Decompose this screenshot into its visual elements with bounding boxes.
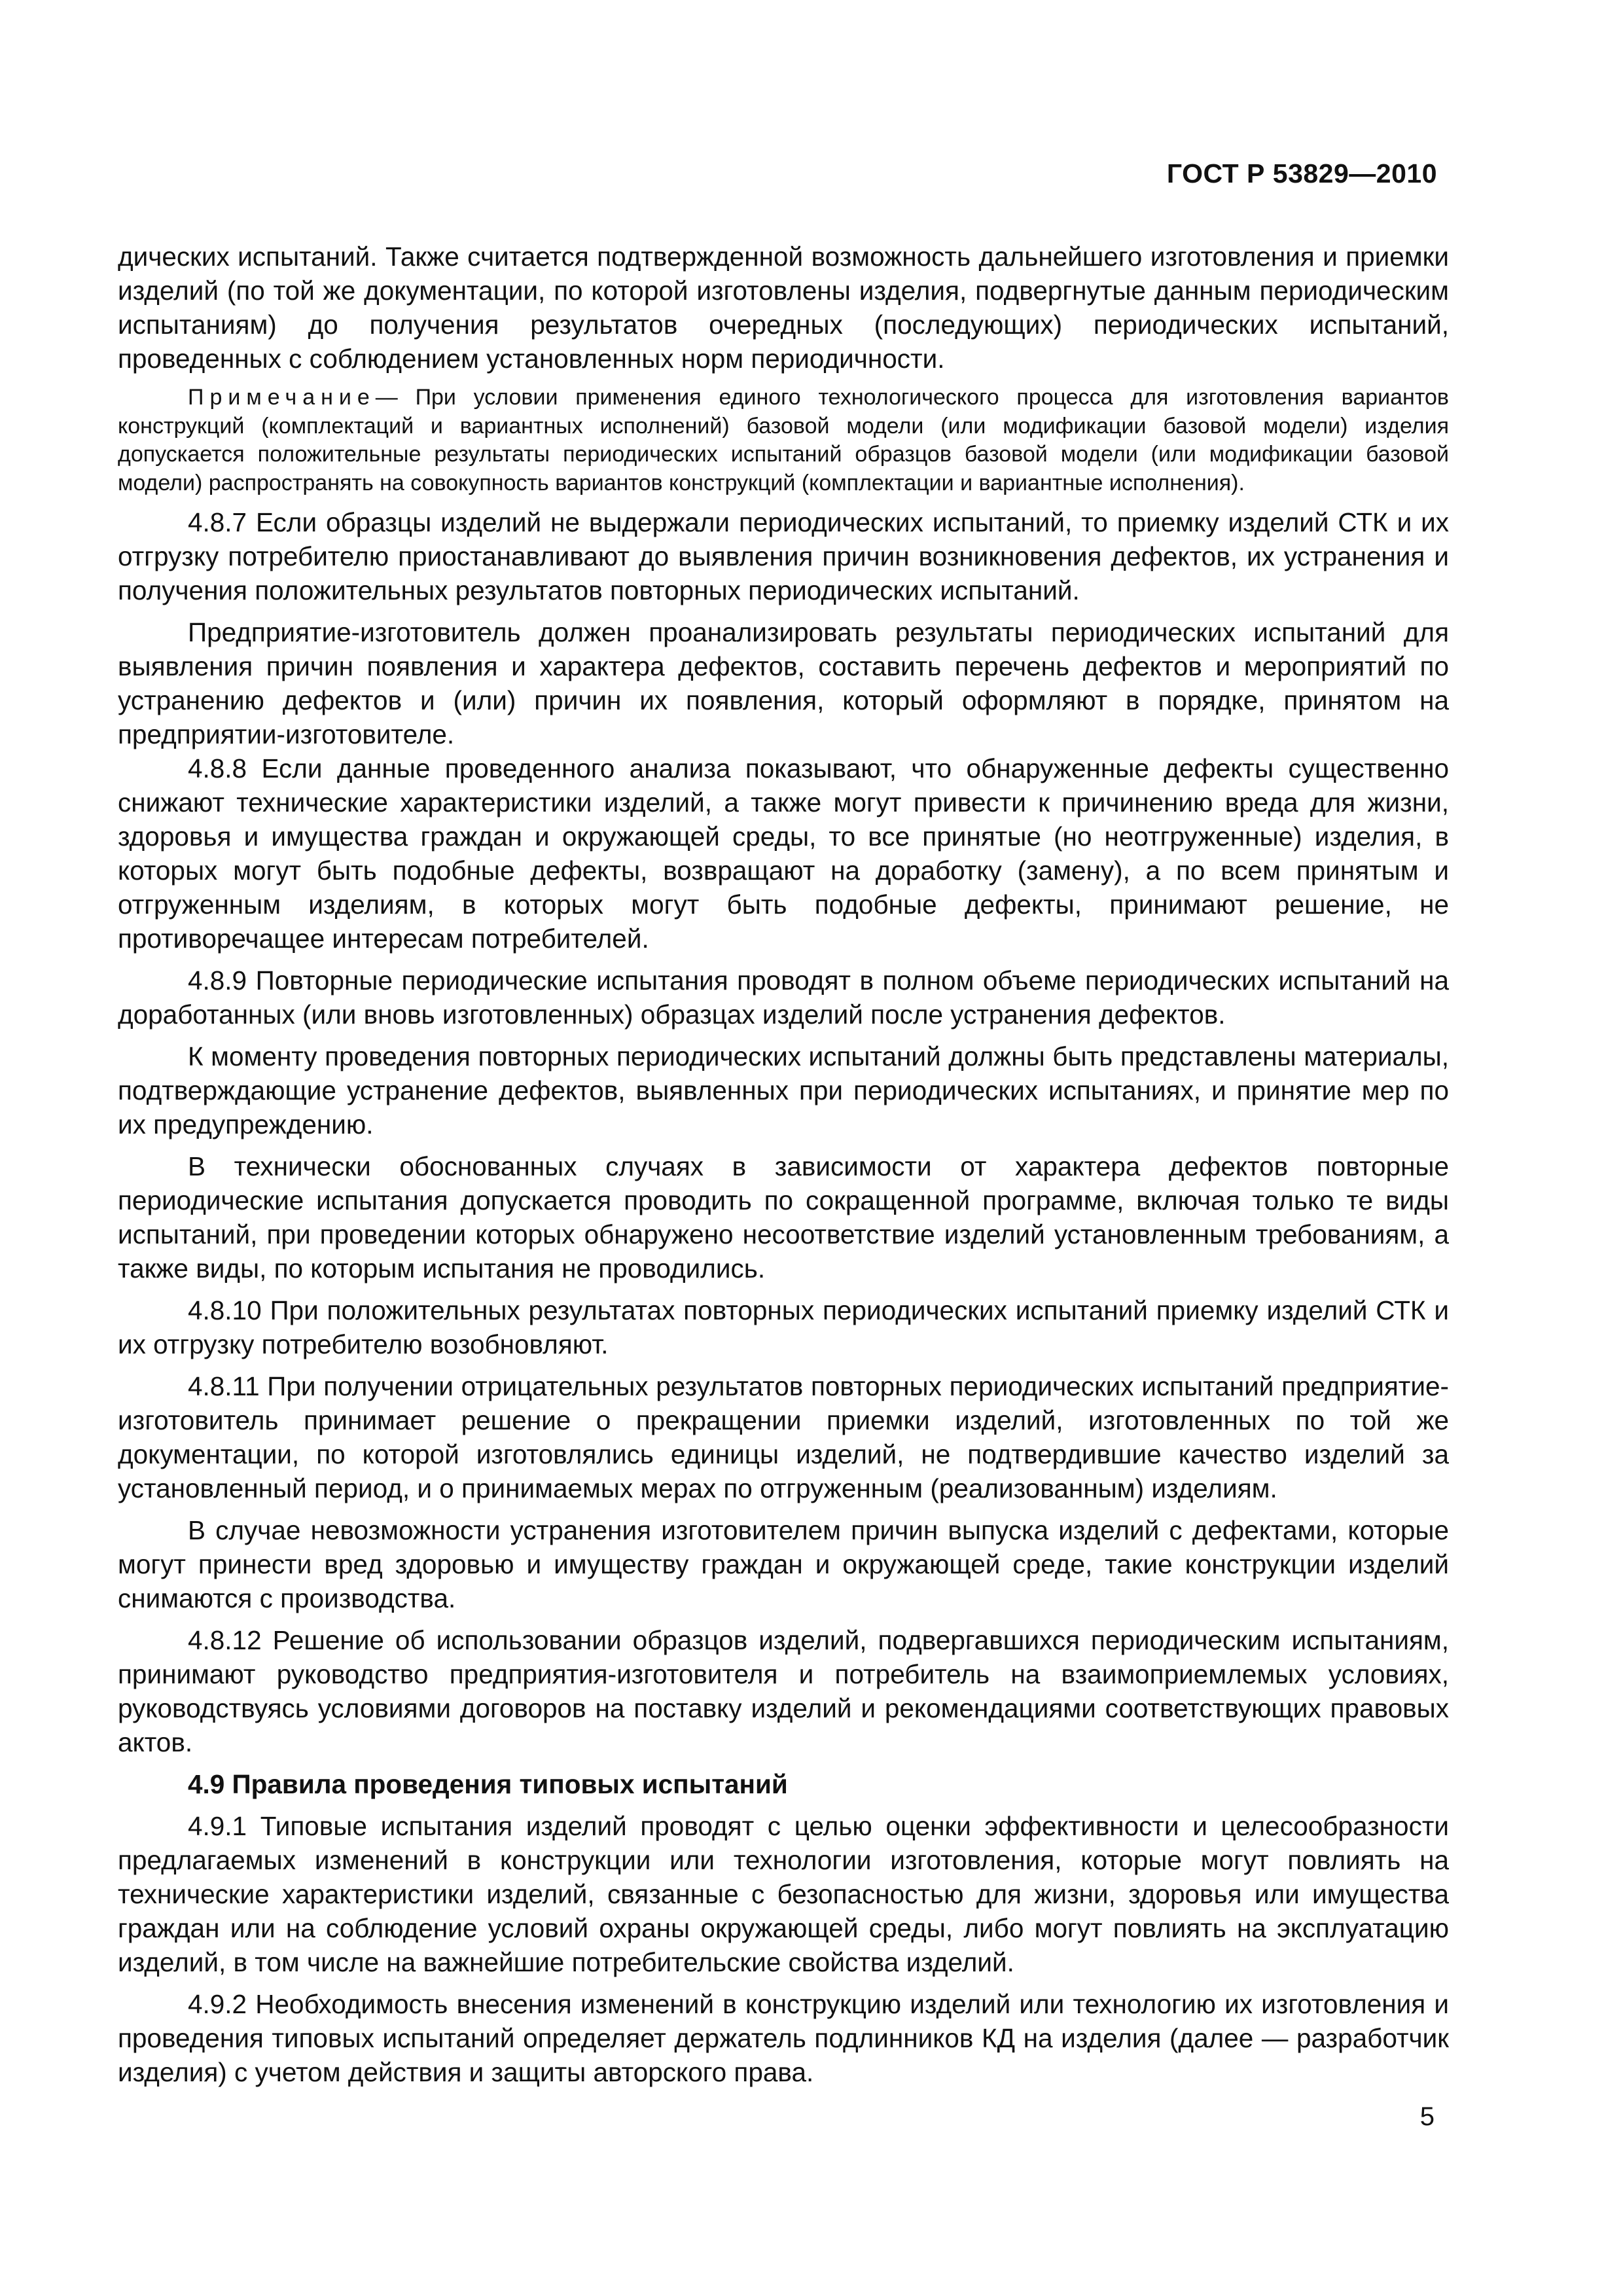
section-heading-4-9: 4.9 Правила проведения типовых испытаний	[188, 1769, 788, 1799]
paragraph-4-8-11-removal: В случае невозможности устранения изготовителем причин выпуска изделий с дефектами, которые могут принести вред здоровью и имуществу граждан и окружающей среде, такие конструкции изделий снимаются с производства.	[118, 1515, 1449, 1613]
paragraph-4-8-11: 4.8.11 При получении отрицательных результатов повторных периодических испытаний предприятие-изготовитель принимает решение о прекращении приемки изделий, изготовленных по той же документации, по которой изготовлялись единицы изделий, не подтвердившие качество изделий за установленный период, и о принимаемых мерах по отгруженным (реализованным) изделиям.	[118, 1371, 1449, 1503]
note-text: — При условии применения единого технологического процесса для изготовления вариантов конструкций (комплектаций и вариантных исполнений) базовой модели (или модификации базовой модели) изделия допускается положительные результаты периодических испытаний образцов базовой модели (или модификации базовой модели) распространять на совокупность вариантов конструкций (комплектации и вариантные исполнения).	[118, 385, 1449, 495]
paragraph-4-8-9-reduced-program: В технически обоснованных случаях в зависимости от характера дефектов повторные периодические испытания допускается проводить по сокращенной программе, включая только те виды испытаний, при проведении которых обнаружено несоответствие изделий установленным требованиям, а также виды, по которым испытания не проводились.	[118, 1151, 1449, 1283]
paragraph-4-8-9-materials: К моменту проведения повторных периодических испытаний должны быть представлены материалы, подтверждающие устранение дефектов, выявленных при периодических испытаниях, и принятие мер по их предупреждению.	[118, 1041, 1449, 1139]
paragraph-4-9-1: 4.9.1 Типовые испытания изделий проводят с целью оценки эффективности и целесообразности предлагаемых изменений в конструкции или технологии изготовления, которые могут повлиять на технические характеристики изделий, связанные с безопасностью для жизни, здоровья или имущества граждан или на соблюдение условий охраны окружающей среды, либо могут повлиять на эксплуатацию изделий, в том числе на важнейшие потребительские свойства изделий.	[118, 1811, 1449, 1977]
note-label: Примечание	[188, 385, 376, 410]
paragraph-4-8-8: 4.8.8 Если данные проведенного анализа показывают, что обнаруженные дефекты существенно снижают технические характеристики изделий, а также могут привести к причинению вреда для жизни, здоровья и имущества граждан и окружающей среды, то все принятые (но неотгруженные) изделия, в которых могут быть подобные дефекты, возвращают на доработку (замену), а по всем принятым и отгруженным изделиям, в которых могут быть подобные дефекты, принимают решение, не противоречащее интересам потребителей.	[118, 753, 1449, 954]
paragraph-4-8-7-analysis: Предприятие-изготовитель должен проанализировать результаты периодических испытаний для выявления причин появления и характера дефектов, составить перечень дефектов и мероприятий по устранению дефектов и (или) причин их появления, который оформляют в порядке, принятом на предприятии-изготовителе.	[118, 617, 1449, 749]
paragraph-4-8-10: 4.8.10 При положительных результатах повторных периодических испытаний приемку изделий СТК и их отгрузку потребителю возобновляют.	[118, 1295, 1449, 1359]
page-number: 5	[1419, 2102, 1435, 2131]
note	[118, 384, 1449, 497]
paragraph-4-8-9: 4.8.9 Повторные периодические испытания проводят в полном объеме периодических испытаний на доработанных (или вновь изготовленных) образцах изделий после устранения дефектов.	[118, 965, 1449, 1030]
paragraph-4-9-2: 4.9.2 Необходимость внесения изменений в конструкцию изделий или технологию их изготовления и проведения типовых испытаний определяет держатель подлинников КД на изделия (далее — разработчик изделия) с учетом действия и защиты авторского права.	[118, 1989, 1449, 2087]
standard-code-header: ГОСТ Р 53829—2010	[1166, 158, 1437, 188]
document-body	[118, 240, 1449, 2089]
paragraph-4-8-7: 4.8.7 Если образцы изделий не выдержали периодических испытаний, то приемку изделий СТК и их отгрузку потребителю приостанавливают до выявления причин возникновения дефектов, их устранения и получения положительных результатов повторных периодических испытаний.	[118, 507, 1449, 605]
paragraph-continuation: дических испытаний. Также считается подтвержденной возможность дальнейшего изготовления и приемки изделий (по той же документации, по которой изготовлены изделия, подвергнутые данным периодическим испытаниям) до получения результатов очередных (последующих) периодических испытаний, проведенных с соблюдением установленных норм периодичности.	[118, 242, 1449, 374]
paragraph-4-8-12: 4.8.12 Решение об использовании образцов изделий, подвергавшихся периодическим испытаниям, принимают руководство предприятия-изготовителя и потребитель на взаимоприемлемых условиях, руководствуясь условиями договоров на поставку изделий и рекомендациями соответствующих правовых актов.	[118, 1625, 1449, 1757]
